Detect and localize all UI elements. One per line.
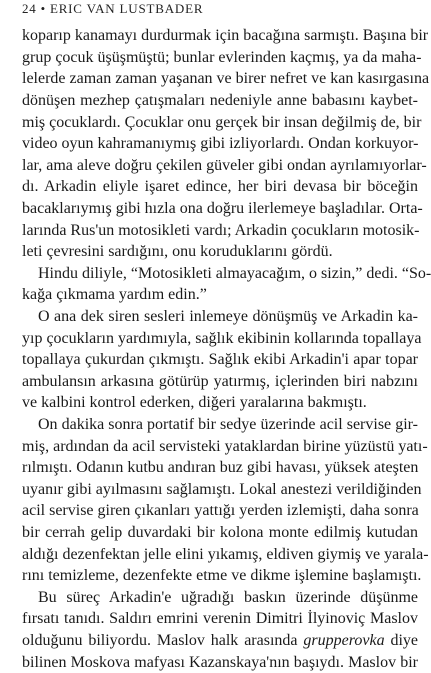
text-line (22, 371, 418, 393)
text-line-content: grup çocuk üşüşmüştü; bunlar evlerinden kaçmış, ya da maha- (22, 48, 422, 66)
page-number: 24 (22, 1, 37, 16)
text-line (22, 306, 418, 328)
text-line (22, 479, 422, 501)
text-line-content: aldığı dezenfektan jelle elini yıkamış, eldiven giymiş ve yarala- (22, 545, 429, 563)
text-line-content: Hindu diliyle, “Motosikleti almayacağım, o sizin,” dedi. “So- (38, 264, 431, 282)
text-line-content: bilinen Moskova mafyası Kazanskaya'nın başıydı. Maslov bir (22, 653, 418, 671)
text-line (22, 392, 418, 414)
text-line (22, 328, 422, 350)
text-line-content: dı. Arkadin eliyle işaret edince, her biri devasa bir böceğin (22, 178, 418, 196)
text-line (22, 652, 418, 673)
text-line-tail: diye (384, 631, 419, 649)
text-line-content: rını temizleme, dezenfekte etme ve dikme işlemine başlamıştı. (22, 567, 422, 585)
text-line-content: bacaklarıymış gibi hızla ona doğru ilerlemeye başladılar. Orta- (22, 200, 423, 218)
text-line (22, 587, 418, 609)
text-line-content: kağa çıkmama yardım edin.” (22, 286, 207, 304)
text-line-content: lelerde zaman zaman yaşanan ve birer nefret ve kan kasırgasına (22, 70, 430, 88)
text-line-content: rılmıştı. Odanın kutbu andıran buz gibi havası, yüksek ateşten (22, 459, 419, 477)
text-line (22, 457, 418, 479)
text-line (22, 241, 418, 263)
header-separator: • (40, 1, 46, 16)
text-line (22, 500, 418, 522)
text-line-content: On dakika sonra portatif bir sedye üzerinde acil servise gir- (38, 415, 418, 433)
text-line-content: O ana dek siren sesleri inlemeye dönüşmüş ve Arkadin ka- (38, 308, 418, 326)
italic-term: grupperovka (303, 631, 385, 649)
text-line (22, 90, 418, 112)
text-line (22, 630, 418, 652)
text-line-content: video oyun kahramanıymış gibi izliyorlardı. Ondan korkuyor- (22, 135, 419, 153)
text-line (22, 565, 422, 587)
text-line (22, 414, 418, 436)
text-line-content: bir cerrah gelip duvardaki bir kolona monte edilmiş kutudan (22, 523, 418, 541)
text-line-content: ambulansın arkasına götürüp yatırmış, içlerinden biri nabzını (22, 372, 418, 390)
text-line-content: koparıp kanamayı durdurmak için bacağına sarmıştı. Başına bir (22, 27, 429, 45)
text-line (22, 68, 430, 90)
text-line (22, 284, 418, 306)
text-line (22, 263, 431, 285)
text-line-content: Bu süreç Arkadin'e uğradığı baskın üzerinde düşünme (38, 588, 418, 606)
text-line (22, 25, 429, 47)
text-line-content: topallaya çukurdan çıkmıştı. Sağlık ekibi Arkadin'i apar topar (22, 351, 418, 369)
text-line-content: miş çocuklardı. Çocuklar onu gerçek bir insan değilmiş de, bir (22, 113, 422, 131)
text-line (22, 112, 422, 134)
text-line-content: miş, ardından da acil servisteki yataklardan birine yüzüstü yatı- (22, 437, 428, 455)
text-line (22, 349, 418, 371)
text-line (22, 198, 423, 220)
text-line-content: uyanır gibi ayılmasını sağlamıştı. Lokal anestezi verildiğinden (22, 480, 422, 498)
text-line-content: larında Rus'un motosikleti vardı; Arkadin çocukların motosik- (22, 221, 420, 239)
text-line-content: ve kalbini kontrol ederken, diğeri yaralarına bakmıştı. (22, 394, 367, 412)
text-line-content: acil servise giren çıkanları yattığı yerden izlemişti, daha sonra (22, 502, 419, 520)
author-name: ERIC VAN LUSTBADER (49, 1, 204, 16)
text-line-content: yıp çocukların yardımıyla, sağlık ekibinin kollarında topallaya (22, 329, 422, 347)
text-line-content: olduğunu biliyordu. Maslov halk arasında (22, 631, 298, 649)
text-line (22, 220, 418, 242)
text-line (22, 436, 428, 458)
running-head (22, 1, 203, 17)
text-line (22, 47, 422, 69)
text-line (22, 522, 418, 544)
text-line (22, 133, 418, 155)
text-line-content: lar, ama aleve doğru çekilen güveler gibi ondan ayrılamıyorlar- (22, 156, 427, 174)
text-line-content: leti çevresini sardığını, onu koruduklarını gördü. (22, 243, 333, 261)
body-text (22, 25, 431, 673)
text-line-content: fırsatı tanıdı. Saldırı emrini verenin Dimitri İlyinoviç Maslov (22, 610, 418, 628)
text-line (22, 176, 418, 198)
text-line (22, 155, 427, 177)
text-line (22, 544, 429, 566)
text-line-content: dönüşen mezhep çatışmaları nedeniyle anne babasını kaybet- (22, 92, 418, 110)
text-line (22, 608, 418, 630)
